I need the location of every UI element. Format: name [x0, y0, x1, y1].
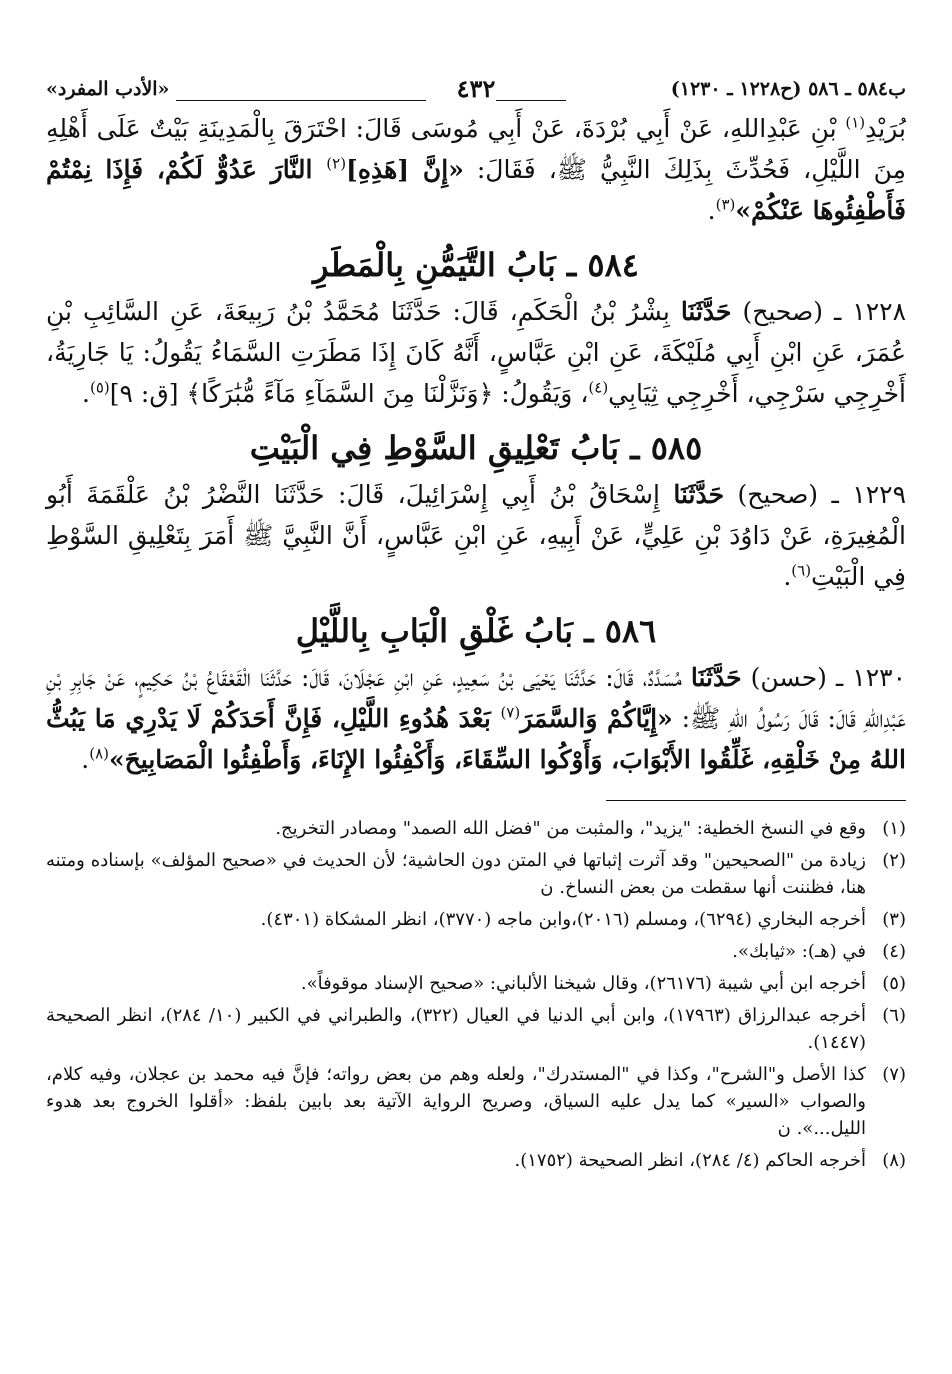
header-rule-left: [176, 100, 426, 101]
footnote: [46, 906, 906, 933]
footnote-text: أخرجه ابن أبي شيبة (٢٦١٧٦)، وقال شيخنا الألباني: «صحيح الإسناد موقوفاً».: [300, 973, 866, 994]
intro-paragraph: [46, 108, 906, 231]
footnote-text: كذا الأصل و"الشرح"، وكذا في "المستدرك"، ولعله وهم من بعض رواته؛ فإنَّ فيه محمد بن عجلان، وفيه كلام، والصواب «السير» كما يدل عليه السياق، وصريح الرواية الآتية بعد بابين بلفظ: «أقلوا الخروج بعد هدوء الليل...». ن: [46, 1064, 866, 1139]
hadith-body: بِشْرُ بْنُ الْحَكَمِ، قَالَ: حَدَّثَنَا مُحَمَّدُ بْنُ رَبِيعَةَ، عَنِ السَّائِبِ بْنِ عُمَرَ، عَنِ ابْنِ أَبِي مُلَيْكَةَ، عَنِ ابْنِ عَبَّاسٍ، أَنَّهُ كَانَ إِذَا مَطَرَتِ السَّمَاءُ يَقُولُ: يَا جَارِيَةُ، أَخْرِجِي سَرْجِي، أَخْرِجِي ثِيَابِي: [46, 297, 906, 408]
footnote-ref[interactable]: (٧): [500, 703, 521, 722]
footnote-ref[interactable]: (٥): [89, 378, 110, 397]
hadith-text: بَعْدَ هُدُوءِ اللَّيْلِ، فَإِنَّ أَحَدَكُمْ لَا يَدْرِي مَا يَبُثُّ اللهُ مِنْ خَلْقِهِ، غَلِّقُوا الأَبْوَابَ، وَأَوْكُوا السِّقَاءَ، وَأَكْفِئُوا الإِنَاءَ، وَأَطْفِئُوا الْمَصَابِيحَ»: [46, 704, 906, 774]
footnote-text: في (هـ): «ثيابك».: [732, 941, 866, 962]
footnote-number: (٨): [882, 1150, 906, 1171]
footnote-text: أخرجه البخاري (٦٢٩٤)، ومسلم (٢٠١٦)،وابن ماجه (٣٧٧٠)، انظر المشكاة (٤٣٠١).: [260, 909, 866, 930]
footnote: [46, 938, 906, 965]
footnote-number: (٤): [882, 941, 906, 962]
footnote-ref[interactable]: (٦): [791, 561, 812, 580]
page-header: [46, 74, 906, 108]
footnote-text: وقع في النسخ الخطية: "يزيد"، والمثبت من "فضل الله الصمد" ومصادر التخريج.: [275, 818, 866, 839]
hadith-number: ١٢٢٩ ـ (صحيح): [724, 480, 906, 509]
footnote: [46, 970, 906, 997]
chapter-title-585: ٥٨٥ ـ بَابُ تَعْلِيقِ السَّوْطِ فِي الْبَيْتِ: [249, 429, 703, 467]
footnote: [46, 1061, 906, 1142]
hadith-body: .: [783, 562, 792, 591]
footnotes: [46, 815, 906, 1174]
narration-word: حَدَّثَنَا: [673, 480, 725, 509]
footnote-number: (٧): [882, 1064, 906, 1085]
footnote-number: (٣): [882, 909, 906, 930]
footnote-ref[interactable]: (٤): [588, 378, 609, 397]
header-rule-right: [496, 100, 566, 101]
intro-text: بُرَيْدِ: [865, 114, 906, 143]
hadith-body: ، وَيَقُولُ: ﴿وَنَزَّلْنَا مِنَ السَّمَآءِ مَآءً مُّبَٰرَكًا﴾ [ق: ٩]: [109, 379, 589, 408]
intro-text: بْنِ عَبْدِاللهِ، عَنْ أَبِي بُرْدَةَ، عَنْ أَبِي مُوسَى قَالَ: احْتَرَقَ بِالْمَدِينَةِ بَيْتٌ عَلَى أَهْلِهِ مِنَ اللَّيْلِ، فَحُدِّثَ بِذَلِكَ النَّبِيُّ ﷺ، فَقَالَ:: [46, 114, 906, 184]
chapter-title-584: ٥٨٤ ـ بَابُ التَّيَمُّنِ بِالْمَطَرِ: [313, 246, 639, 284]
footnote: [46, 847, 906, 901]
hadith-1230: [46, 657, 906, 780]
footnote-ref[interactable]: (٣): [715, 195, 736, 214]
hadith-body: إِسْحَاقُ بْنُ أَبِي إِسْرَائِيلَ، قَالَ: حَدَّثَنَا النَّضْرُ بْنُ عَلْقَمَةَ أَبُو الْمُغِيرَةِ، عَنْ دَاوُدَ بْنِ عَلِيٍّ، عَنْ أَبِيهِ، عَنِ ابْنِ عَبَّاسٍ، أَنَّ النَّبِيَّ ﷺ أَمَرَ بِتَعْلِيقِ السَّوْطِ فِي الْبَيْتِ: [46, 480, 906, 591]
hadith-text: «إِنَّ [هَذِهِ]: [346, 155, 464, 184]
footnote-number: (١): [882, 818, 906, 839]
book-title: «الأدب المفرد»: [46, 78, 170, 100]
chapter-title-586: ٥٨٦ ـ بَابُ غَلْقِ الْبَابِ بِاللَّيْلِ: [295, 612, 657, 650]
footnote-ref[interactable]: (١): [845, 113, 866, 132]
intro-text: .: [707, 196, 716, 225]
hadith-1228: [46, 291, 906, 414]
footnote-number: (٦): [882, 1005, 906, 1026]
footnote-number: (٥): [882, 973, 906, 994]
hadith-body: .: [82, 379, 90, 408]
narration-word: حَدَّثَنَا: [680, 297, 732, 326]
footnote-ref[interactable]: (٢): [326, 154, 347, 173]
hadith-text: «إِيَّاكُمْ وَالسَّمَرَ: [520, 704, 673, 733]
hadith-number: ١٢٣٠ ـ (حسن): [741, 663, 906, 692]
narration-word: حَدَّثَنَا: [690, 663, 742, 692]
page-number: ٤٣٢: [456, 74, 496, 103]
footnote: [46, 1002, 906, 1056]
hadith-text: النَّارَ عَدُوٌّ لَكُمْ، فَإِذَا نِمْتُمْ فَأَطْفِئُوهَا عَنْكُمْ»: [46, 155, 906, 225]
hadith-1229: [46, 474, 906, 597]
footnote: [46, 1147, 906, 1174]
footnote: [46, 815, 906, 842]
footnote-separator: [606, 800, 906, 801]
chapter-range: ب٥٨٤ ـ ٥٨٦ (ح١٢٢٨ ـ ١٢٣٠): [670, 78, 906, 100]
footnote-number: (٢): [882, 850, 906, 871]
hadith-body: مُسَدَّدٌ، قَالَ: حَدَّثَنَا يَحْيَى بْنُ سَعِيدٍ، عَنِ ابْنِ عَجْلَانَ، قَالَ: حَدَّثَنَا الْقَعْقَاعُ بْنُ حَكِيمٍ، عَنْ جَابِرِ بْنِ عَبْدِاللهِ قَالَ: قَالَ رَسُولُ اللهِ ﷺ:: [46, 663, 906, 733]
footnote-text: زيادة من "الصحيحين" وقد آثرت إثباتها في المتن دون الحاشية؛ لأن الحديث في «صحيح المؤلف» بإسناده ومتنه هنا، فظننت أنها سقطت من بعض النساخ. ن: [46, 850, 866, 898]
hadith-number: ١٢٢٨ ـ (صحيح): [731, 297, 906, 326]
footnote-text: أخرجه الحاكم (٤/ ٢٨٤)، انظر الصحيحة (١٧٥٢).: [514, 1150, 866, 1171]
hadith-body: .: [81, 745, 90, 774]
main-text: [46, 108, 906, 780]
footnote-ref[interactable]: (٨): [89, 744, 110, 763]
footnote-text: أخرجه عبدالرزاق (١٧٩٦٣)، وابن أبي الدنيا في العيال (٣٢٢)، والطبراني في الكبير (١٠/ ٢٨٤)، انظر الصحيحة (١٤٤٧).: [46, 1005, 867, 1053]
